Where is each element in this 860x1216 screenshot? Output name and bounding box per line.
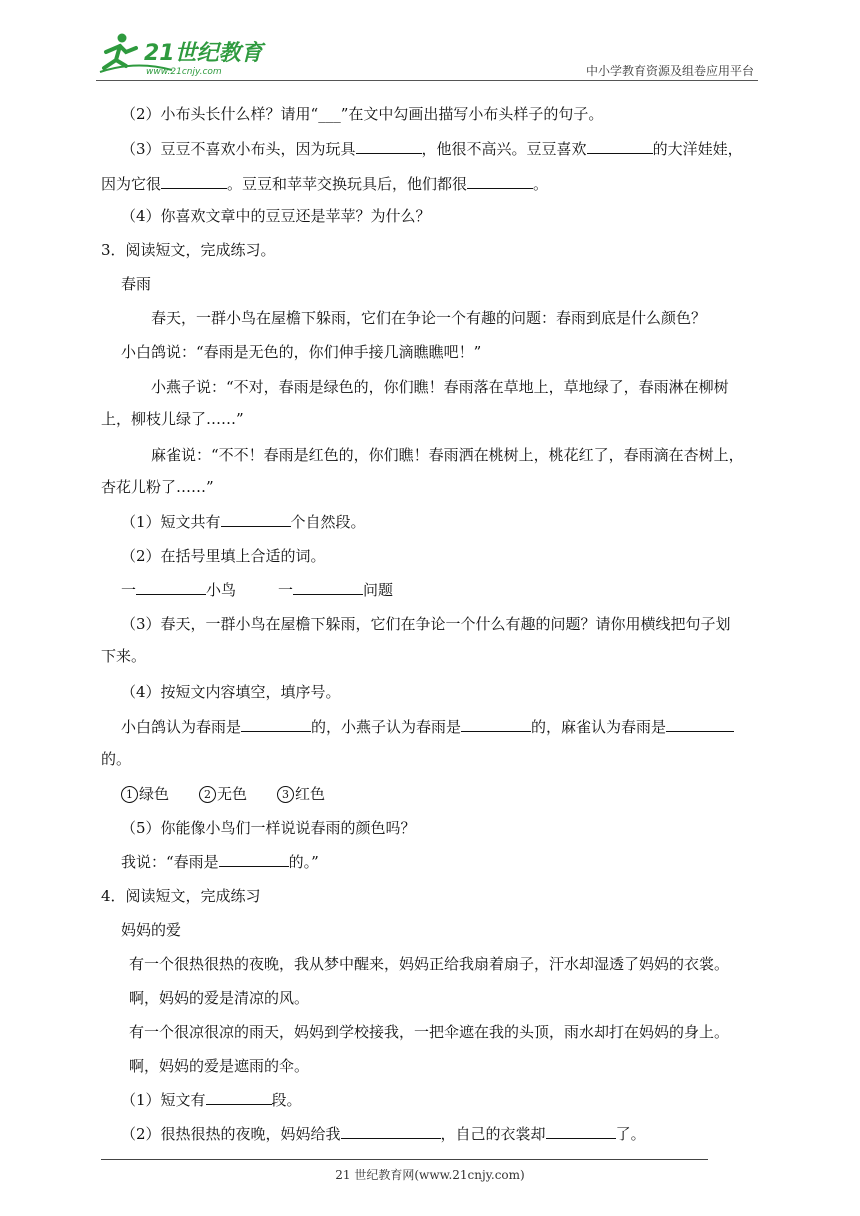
- q3-sub2-blanks: 一 小鸟 一 问题: [121, 581, 394, 599]
- option-number: 2: [199, 786, 216, 803]
- answer-blank[interactable]: [461, 716, 531, 732]
- q3-paragraph-1: 春天，一群小鸟在屋檐下躲雨，它们在争论一个有趣的问题：春雨到底是什么颜色？: [151, 309, 707, 327]
- header-divider: [96, 80, 758, 81]
- q2-item3-line1: （3）豆豆不喜欢小布头，因为玩具 ，他很不高兴。豆豆喜欢 的大洋娃娃，: [121, 140, 743, 158]
- q4-heading: 4．阅读短文，完成练习: [101, 887, 261, 905]
- q2-item3-line2: 因为它很 。豆豆和苹苹交换玩具后，他们都很 。: [101, 175, 549, 193]
- q3-sub3: （3）春天，一群小鸟在屋檐下躲雨，它们在争论一个什么有趣的问题？请你用横线把句子划: [121, 615, 731, 633]
- q2-item2: （2）小布头长什么样？请用“___”在文中勾画出描写小布头样子的句子。: [121, 105, 604, 123]
- footer-divider: [101, 1159, 708, 1160]
- q3-sub4-blanks: 小白鸽认为春雨是 的，小燕子认为春雨是 的，麻雀认为春雨是: [121, 716, 734, 738]
- q3-heading: 3．阅读短文，完成练习。: [101, 241, 276, 259]
- answer-blank[interactable]: [293, 579, 363, 595]
- answer-blank[interactable]: [467, 173, 533, 189]
- q2-item4: （4）你喜欢文章中的豆豆还是苹苹？为什么？: [121, 207, 431, 225]
- q4-paragraph-4: 啊，妈妈的爱是遮雨的伞。: [129, 1057, 310, 1075]
- q4-sub1: （1）短文有 段。: [121, 1091, 302, 1109]
- answer-blank[interactable]: [161, 173, 227, 189]
- q3-paragraph-4: 麻雀说：“不不！春雨是红色的，你们瞧！春雨洒在桃树上，桃花红了，春雨滴在杏树上，: [151, 446, 744, 464]
- q3-sub5-answer: 我说：“春雨是 的。”: [121, 853, 319, 871]
- svg-text:www.21cnjy.com: www.21cnjy.com: [146, 67, 222, 77]
- option-number: 3: [277, 786, 294, 803]
- logo: [96, 30, 266, 78]
- platform-name: 中小学教育资源及组卷应用平台: [585, 64, 754, 78]
- option-number: 1: [121, 786, 138, 803]
- answer-blank[interactable]: [587, 138, 653, 154]
- q3-sub5: （5）你能像小鸟们一样说说春雨的颜色吗？: [121, 819, 416, 837]
- answer-blank[interactable]: [341, 1123, 441, 1139]
- q3-sub2: （2）在括号里填上合适的词。: [121, 547, 326, 565]
- page-header: [96, 30, 758, 80]
- q4-title: 妈妈的爱: [121, 921, 182, 939]
- q3-paragraph-3-cont: 上，柳枝儿绿了……”: [101, 410, 244, 428]
- q3-sub1: （1）短文共有 个自然段。: [121, 513, 366, 531]
- answer-blank[interactable]: [241, 716, 311, 732]
- page-footer: 21 世纪教育网(www.21cnjy.com): [335, 1168, 525, 1182]
- q3-sub4-cont: 的。: [101, 750, 132, 768]
- q4-sub2: （2）很热很热的夜晚，妈妈给我 ，自己的衣裳却 了。: [121, 1125, 646, 1143]
- svg-text:21世纪教育: 21世纪教育: [144, 41, 263, 66]
- q3-options: 1 绿色 2 无色 3 红色: [121, 783, 325, 805]
- q3-paragraph-2: 小白鸽说：“春雨是无色的，你们伸手接几滴瞧瞧吧！”: [121, 343, 482, 361]
- q4-paragraph-1: 有一个很热很热的夜晚，我从梦中醒来，妈妈正给我扇着扇子，汗水却湿透了妈妈的衣裳。: [129, 955, 730, 973]
- q4-paragraph-3: 有一个很凉很凉的雨天，妈妈到学校接我，一把伞遮在我的头顶，雨水却打在妈妈的身上。: [129, 1023, 730, 1041]
- answer-blank[interactable]: [546, 1123, 616, 1139]
- q3-title: 春雨: [121, 275, 152, 293]
- q3-sub3-cont: 下来。: [101, 647, 147, 665]
- answer-blank[interactable]: [136, 579, 206, 595]
- q3-paragraph-3: 小燕子说：“不对，春雨是绿色的，你们瞧！春雨落在草地上，草地绿了，春雨淋在柳树: [151, 378, 729, 396]
- answer-blank[interactable]: [206, 1089, 272, 1105]
- answer-blank[interactable]: [219, 851, 289, 867]
- q4-paragraph-2: 啊，妈妈的爱是清凉的风。: [129, 989, 310, 1007]
- answer-blank[interactable]: [666, 716, 734, 732]
- answer-blank[interactable]: [356, 138, 422, 154]
- answer-blank[interactable]: [221, 511, 291, 527]
- q3-paragraph-4-cont: 杏花儿粉了……”: [101, 478, 214, 496]
- q3-sub4: （4）按短文内容填空，填序号。: [121, 683, 341, 701]
